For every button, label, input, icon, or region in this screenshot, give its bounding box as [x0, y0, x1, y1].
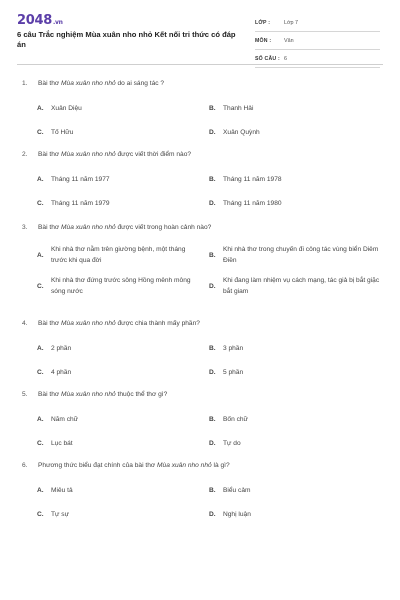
- question-number: 1.: [22, 80, 28, 87]
- option-text: Lục bát: [51, 440, 73, 447]
- option-letter: B.: [209, 416, 216, 423]
- option-a[interactable]: [37, 344, 209, 354]
- question-stem: [22, 390, 387, 400]
- meta-row-grade: [255, 14, 380, 32]
- options: [37, 486, 387, 520]
- question-text-pre: Bài thơ: [38, 80, 62, 87]
- option-a[interactable]: [37, 104, 209, 114]
- meta-label: MÔN :: [255, 37, 272, 44]
- option-text: Tháng 11 năm 1979: [51, 200, 110, 207]
- option-text: Miêu tả: [51, 487, 73, 494]
- question-stem: [22, 79, 387, 89]
- meta-value: Lớp 7: [284, 19, 299, 26]
- option-letter: D.: [209, 440, 216, 447]
- options: [37, 344, 387, 378]
- option-d[interactable]: [209, 368, 381, 378]
- option-d[interactable]: [209, 510, 381, 520]
- question-text-post: được chia thành mấy phần?: [115, 320, 200, 327]
- option-c[interactable]: [37, 510, 209, 520]
- question-stem: [22, 319, 387, 329]
- poem-title: Mùa xuân nho nhỏ: [61, 224, 116, 231]
- option-text: Tháng 11 năm 1977: [51, 176, 110, 183]
- question-text-pre: Bài thơ: [38, 391, 62, 398]
- option-letter: A.: [37, 176, 44, 183]
- option-text: Biểu cảm: [223, 487, 251, 494]
- option-b[interactable]: [209, 415, 381, 425]
- option-a[interactable]: [37, 245, 209, 266]
- question-stem: [22, 223, 387, 233]
- option-text: Tháng 11 năm 1980: [223, 200, 282, 207]
- question-stem: [22, 150, 387, 160]
- option-letter: D.: [209, 129, 216, 136]
- meta-label: SỐ CÂU :: [255, 55, 280, 62]
- option-letter: D.: [209, 200, 216, 207]
- meta-label: LỚP :: [255, 19, 271, 26]
- options: [37, 245, 387, 297]
- question-text: [38, 461, 230, 471]
- option-letter: B.: [209, 105, 216, 112]
- option-text: Khi nhà thơ nằm trên giường bệnh, một tháng trước khi qua đời: [51, 246, 186, 264]
- option-b[interactable]: [209, 104, 381, 114]
- question-text-post: do ai sáng tác ?: [115, 80, 165, 87]
- option-letter: C.: [37, 440, 44, 447]
- document-title: 6 câu Trắc nghiệm Mùa xuân nho nhỏ Kết nối tri thức có đáp án: [17, 30, 236, 49]
- option-text: Bốn chữ: [223, 416, 248, 423]
- question-text: [38, 223, 211, 233]
- question-text-pre: Bài thơ: [38, 224, 62, 231]
- question-text: [38, 79, 164, 89]
- option-c[interactable]: [37, 439, 209, 449]
- option-letter: B.: [209, 345, 216, 352]
- option-text: 4 phần: [51, 369, 72, 376]
- option-text: Xuân Diệu: [51, 105, 82, 112]
- option-letter: C.: [37, 282, 44, 290]
- question-text-pre: Phương thức biểu đạt chính của bài thơ: [38, 462, 158, 469]
- question-number: 4.: [22, 320, 28, 327]
- option-letter: A.: [37, 251, 44, 259]
- option-text: Xuân Quỳnh: [223, 129, 260, 136]
- question-text: [38, 390, 167, 400]
- options: [37, 415, 387, 449]
- option-letter: B.: [209, 487, 216, 494]
- option-text: 5 phần: [223, 369, 244, 376]
- poem-title: Mùa xuân nho nhỏ: [61, 320, 116, 327]
- options: [37, 104, 387, 138]
- option-a[interactable]: [37, 415, 209, 425]
- question-text: [38, 319, 200, 329]
- option-c[interactable]: [37, 128, 209, 138]
- option-c[interactable]: [37, 368, 209, 378]
- question-number: 6.: [22, 462, 28, 469]
- option-a[interactable]: [37, 486, 209, 496]
- option-text: 3 phần: [223, 345, 244, 352]
- question-text-pre: Bài thơ: [38, 320, 62, 327]
- option-letter: C.: [37, 200, 44, 207]
- poem-title: Mùa xuân nho nhỏ: [61, 80, 116, 87]
- question-6: [22, 461, 387, 520]
- question-text-pre: Bài thơ: [38, 151, 62, 158]
- question-text-post: thuộc thể thơ gì?: [115, 391, 168, 398]
- option-text: Tố Hữu: [51, 129, 74, 136]
- poem-title: Mùa xuân nho nhỏ: [61, 391, 116, 398]
- header-divider: [17, 64, 383, 65]
- option-letter: D.: [209, 369, 216, 376]
- logo-sub: .vn: [52, 19, 63, 26]
- option-d[interactable]: [209, 276, 381, 297]
- poem-title: Mùa xuân nho nhỏ: [61, 151, 116, 158]
- option-letter: B.: [209, 176, 216, 183]
- site-logo[interactable]: [17, 13, 63, 28]
- question-3: [22, 223, 387, 297]
- option-b[interactable]: [209, 175, 381, 185]
- question-number: 3.: [22, 224, 28, 231]
- option-text: Nghị luận: [223, 511, 251, 518]
- question-number: 2.: [22, 151, 28, 158]
- option-b[interactable]: [209, 344, 381, 354]
- question-text: [38, 150, 191, 160]
- option-d[interactable]: [209, 439, 381, 449]
- option-letter: A.: [37, 487, 44, 494]
- logo-main: 2048: [17, 13, 52, 28]
- option-text: Tháng 11 năm 1978: [223, 176, 282, 183]
- option-d[interactable]: [209, 128, 381, 138]
- option-letter: C.: [37, 129, 44, 136]
- option-letter: A.: [37, 416, 44, 423]
- option-text: Tự do: [223, 440, 241, 447]
- meta-value: 6: [284, 55, 287, 62]
- option-text: Khi nhà thơ đứng trước sông Hồng mênh mông sóng nước: [51, 277, 191, 295]
- question-5: [22, 390, 387, 449]
- meta-info: [255, 14, 380, 68]
- option-a[interactable]: [37, 175, 209, 185]
- option-text: Khi đang làm nhiệm vụ cách mạng, tác giả bị bắt giặc bắt giam: [223, 277, 380, 295]
- question-2: [22, 150, 387, 209]
- option-text: Thanh Hải: [223, 105, 254, 112]
- options: [37, 175, 387, 209]
- option-letter: D.: [209, 511, 216, 518]
- option-text: 2 phần: [51, 345, 72, 352]
- question-text-post: được viết thời điểm nào?: [115, 151, 192, 158]
- meta-row-count: [255, 50, 380, 68]
- option-b[interactable]: [209, 486, 381, 496]
- question-number: 5.: [22, 391, 28, 398]
- option-letter: A.: [37, 345, 44, 352]
- option-letter: A.: [37, 105, 44, 112]
- meta-value: Văn: [284, 37, 294, 44]
- option-text: Tự sự: [51, 511, 69, 518]
- option-letter: C.: [37, 511, 44, 518]
- meta-row-subject: [255, 32, 380, 50]
- option-c[interactable]: [37, 276, 209, 297]
- option-d[interactable]: [209, 199, 381, 209]
- option-letter: C.: [37, 369, 44, 376]
- question-text-post: được viết trong hoàn cảnh nào?: [115, 224, 212, 231]
- option-text: Năm chữ: [51, 416, 79, 423]
- question-4: [22, 319, 387, 378]
- question-1: [22, 79, 387, 138]
- option-c[interactable]: [37, 199, 209, 209]
- poem-title: Mùa xuân nho nhỏ: [157, 462, 212, 469]
- option-text: Khi nhà thơ trong chuyến đi công tác vùng biển Diêm Điền: [223, 246, 379, 264]
- option-b[interactable]: [209, 245, 381, 266]
- option-letter: B.: [209, 251, 216, 259]
- question-text-post: là gì?: [211, 462, 230, 469]
- option-letter: D.: [209, 282, 216, 290]
- question-stem: [22, 461, 387, 471]
